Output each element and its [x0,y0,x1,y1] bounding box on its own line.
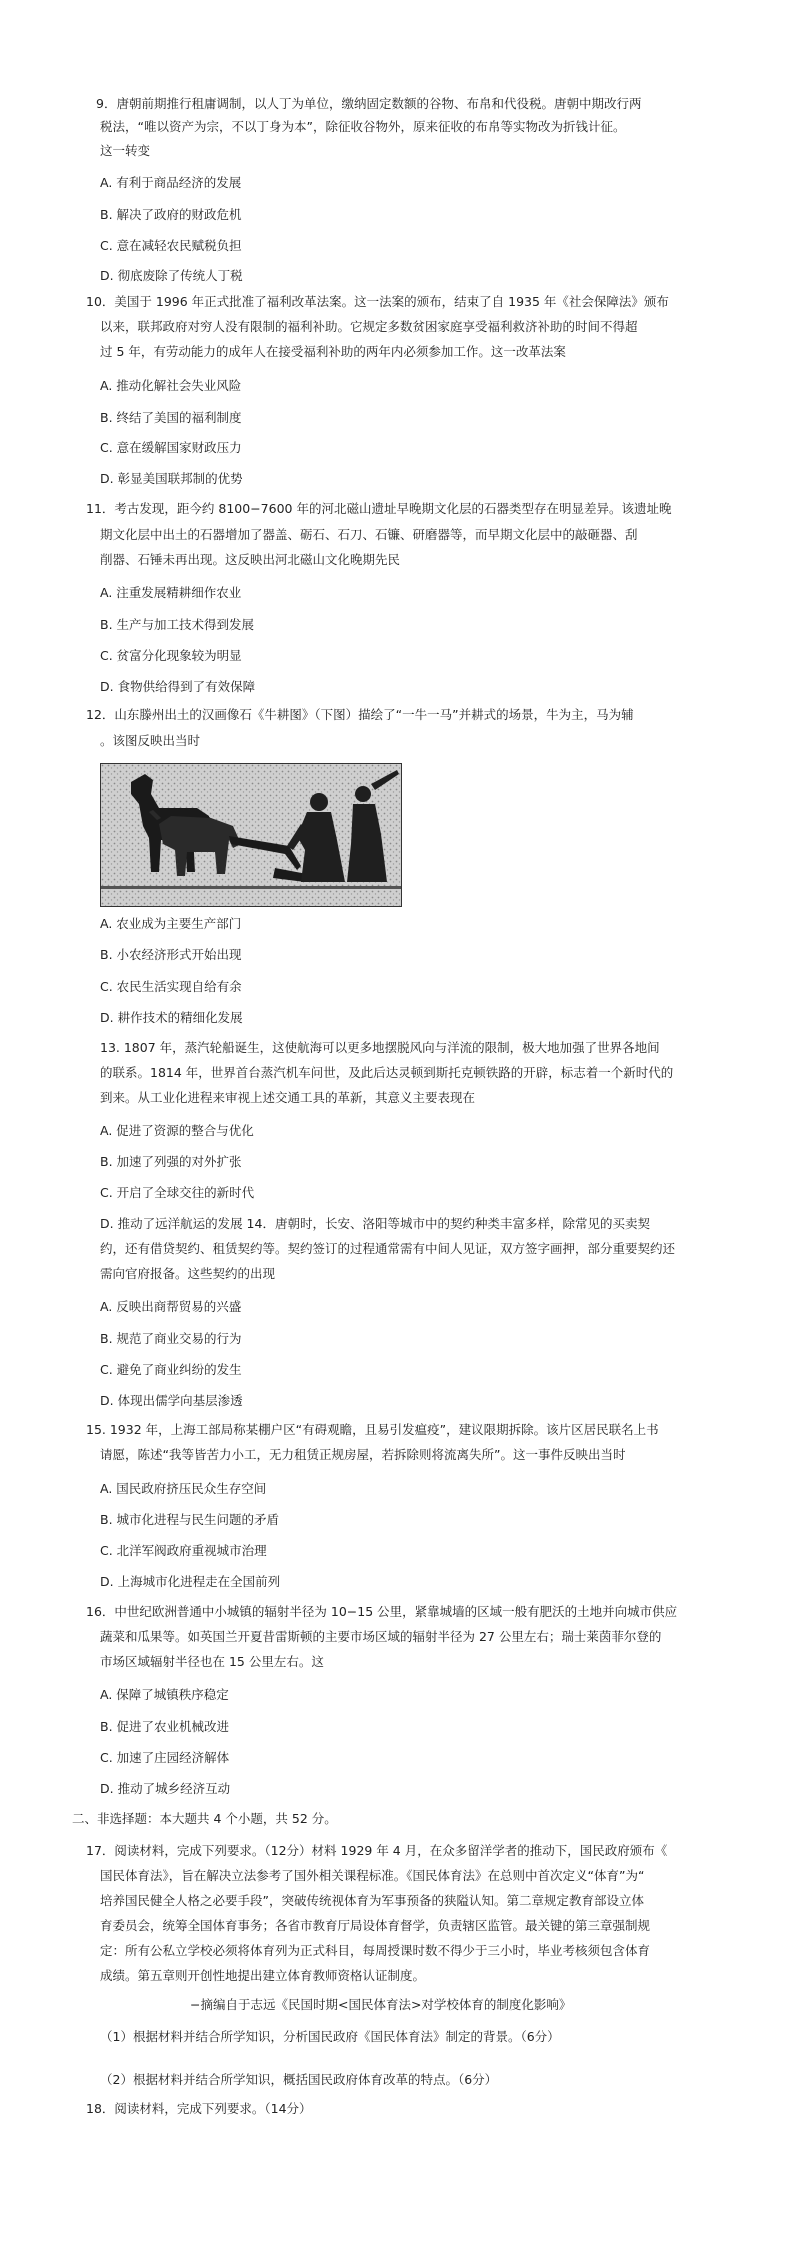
q17-stem-line-1: 17．阅读材料，完成下列要求。（12分）材料 1929 年 4 月，在众多留洋学者的推动下，国民政府颁布《 [86,1843,668,1858]
q13-option-a: A. 促进了资源的整合与优化 [100,1123,254,1138]
q10-option-d: D. 彰显美国联邦制的优势 [100,471,243,486]
q10-option-c: C. 意在缓解国家财政压力 [100,440,242,455]
q13-stem-line-2: 的联系。1814 年，世界首台蒸汽机车问世，及此后达灵顿到斯托克顿铁路的开辟，标志着一个新时代的 [100,1065,674,1080]
q13-stem-line-1: 13. 1807 年，蒸汽轮船诞生，这使航海可以更多地摆脱风向与洋流的限制，极大地加强了世界各地间 [100,1040,660,1055]
section-2-heading: 二、非选择题：本大题共 4 个小题，共 52 分。 [72,1811,337,1826]
q17-stem-line-5: 定：所有公私立学校必须将体育列为正式科目，每周授课时数不得少于三小时，毕业考核须包含体育 [100,1943,651,1958]
q15-option-c: C. 北洋军阀政府重视城市治理 [100,1543,267,1558]
q11-option-c: C. 贫富分化现象较为明显 [100,648,242,663]
q13-option-b: B. 加速了列强的对外扩张 [100,1154,242,1169]
q11-option-a: A. 注重发展精耕细作农业 [100,585,242,600]
q11-stem-line-3: 削器、石锤未再出现。这反映出河北磁山文化晚期先民 [100,552,401,567]
q9-stem-line-1: 9．唐朝前期推行租庸调制，以人丁为单位，缴纳固定数额的谷物、布帛和代役税。唐朝中期改行两 [96,96,642,111]
q9-stem-line-2: 税法，“唯以资产为宗，不以丁身为本”，除征收谷物外，原来征收的布帛等实物改为折钱计征。 [100,119,626,134]
q14-option-c: C. 避免了商业纠纷的发生 [100,1362,242,1377]
q14-stem-line-2: 约，还有借贷契约、租赁契约等。契约签订的过程通常需有中间人见证，双方签字画押，部分重要契约还 [100,1241,676,1256]
q15-option-b: B. 城市化进程与民生问题的矛盾 [100,1512,280,1527]
q16-stem-line-3: 市场区域辐射半径也在 15 公里左右。这 [100,1654,324,1669]
q16-option-c: C. 加速了庄园经济解体 [100,1750,230,1765]
q9-option-a: A. 有利于商品经济的发展 [100,175,242,190]
q14-stem-line-1: D. 推动了远洋航运的发展 14．唐朝时，长安、洛阳等城市中的契约种类丰富多样，除常见的买卖契 [100,1216,650,1231]
q13-option-c: C. 开启了全球交往的新时代 [100,1185,255,1200]
q16-option-d: D. 推动了城乡经济互动 [100,1781,231,1796]
q17-stem-line-3: 培养国民健全人格之必要手段”，突破传统视体育为军事预备的狭隘认知。第二章规定教育部设立体 [100,1893,644,1908]
q17-stem-line-4: 育委员会，统筹全国体育事务；各省市教育厅局设体育督学，负责辖区监管。最关键的第三章强制规 [100,1918,651,1933]
q14-option-b: B. 规范了商业交易的行为 [100,1331,242,1346]
q13-stem-line-3: 到来。从工业化进程来审视上述交通工具的革新，其意义主要表现在 [100,1090,476,1105]
q9-option-d: D. 彻底废除了传统人丁税 [100,268,243,283]
q12-option-b: B. 小农经济形式开始出现 [100,947,242,962]
q12-option-d: D. 耕作技术的精细化发展 [100,1010,243,1025]
q11-stem-line-2: 期文化层中出土的石器增加了器盖、砺石、石刀、石镰、研磨器等，而早期文化层中的敲砸器、刮 [100,527,638,542]
q11-stem-line-1: 11．考古发现，距今约 8100−7600 年的河北磁山遗址早晚期文化层的石器类型存在明显差异。该遗址晚 [86,501,672,516]
q10-option-a: A. 推动化解社会失业风险 [100,378,242,393]
q9-option-c: C. 意在减轻农民赋税负担 [100,238,242,253]
q17-requirement-2: （2）根据材料并结合所学知识，概括国民政府体育改革的特点。（6分） [100,2072,498,2087]
question-18-stem: 18．阅读材料，完成下列要求。（14分） [86,2101,312,2116]
q17-requirement-1: （1）根据材料并结合所学知识，分析国民政府《国民体育法》制定的背景。（6分） [100,2029,560,2044]
q14-option-d: D. 体现出儒学向基层渗透 [100,1393,243,1408]
q17-stem-line-2: 国民体育法》，旨在解决立法参考了国外相关课程标准。《国民体育法》在总则中首次定义“体育”为“ [100,1868,645,1883]
q12-stem-line-1: 12．山东滕州出土的汉画像石《牛耕图》（下图）描绘了“一牛一马”并耕式的场景，牛为主，马为辅 [86,707,634,722]
q14-option-a: A. 反映出商帮贸易的兴盛 [100,1299,242,1314]
q16-option-a: A. 保障了城镇秩序稳定 [100,1687,229,1702]
q15-stem-line-1: 15. 1932 年，上海工部局称某棚户区“有碍观瞻，且易引发瘟疫”，建议限期拆除。该片区居民联名上书 [86,1422,659,1437]
ox-plough-relief-drawing [101,764,401,906]
q12-option-c: C. 农民生活实现自给有余 [100,979,242,994]
q10-stem-line-2: 以来，联邦政府对穷人没有限制的福利补助。它规定多数贫困家庭享受福利救济补助的时间不得超 [100,319,638,334]
q10-stem-line-1: 10．美国于 1996 年正式批准了福利改革法案。这一法案的颁布，结束了自 1935 年《社会保障法》颁布 [86,294,669,309]
q15-option-a: A. 国民政府挤压民众生存空间 [100,1481,267,1496]
ox-plough-relief-image [100,763,402,907]
q16-stem-line-1: 16．中世纪欧洲普通中小城镇的辐射半径为 10−15 公里，紧靠城墙的区域一般有肥沃的土地并向城市供应 [86,1604,678,1619]
q15-option-d: D. 上海城市化进程走在全国前列 [100,1574,281,1589]
q16-stem-line-2: 蔬菜和瓜果等。如英国兰开夏昔雷斯顿的主要市场区域的辐射半径为 27 公里左右；瑞士莱茵菲尔登的 [100,1629,662,1644]
q9-stem-line-3: 这一转变 [100,143,151,158]
q11-option-d: D. 食物供给得到了有效保障 [100,679,256,694]
q14-stem-line-3: 需向官府报备。这些契约的出现 [100,1266,276,1281]
q16-option-b: B. 促进了农业机械改进 [100,1719,230,1734]
q17-source-citation: −摘编自于志远《民国时期<国民体育法>对学校体育的制度化影响》 [190,1997,572,2012]
q12-stem-line-2: 。该图反映出当时 [100,733,201,748]
q15-stem-line-2: 请愿，陈述“我等皆苦力小工，无力租赁正规房屋，若拆除则将流离失所”。这一事件反映出当时 [100,1447,626,1462]
q10-stem-line-3: 过 5 年，有劳动能力的成年人在接受福利补助的两年内必须参加工作。这一改革法案 [100,344,566,359]
q17-stem-line-6: 成绩。第五章则开创性地提出建立体育教师资格认证制度。 [100,1968,426,1983]
q9-option-b: B. 解决了政府的财政危机 [100,207,242,222]
q12-option-a: A. 农业成为主要生产部门 [100,916,242,931]
q10-option-b: B. 终结了美国的福利制度 [100,410,242,425]
q11-option-b: B. 生产与加工技术得到发展 [100,617,255,632]
